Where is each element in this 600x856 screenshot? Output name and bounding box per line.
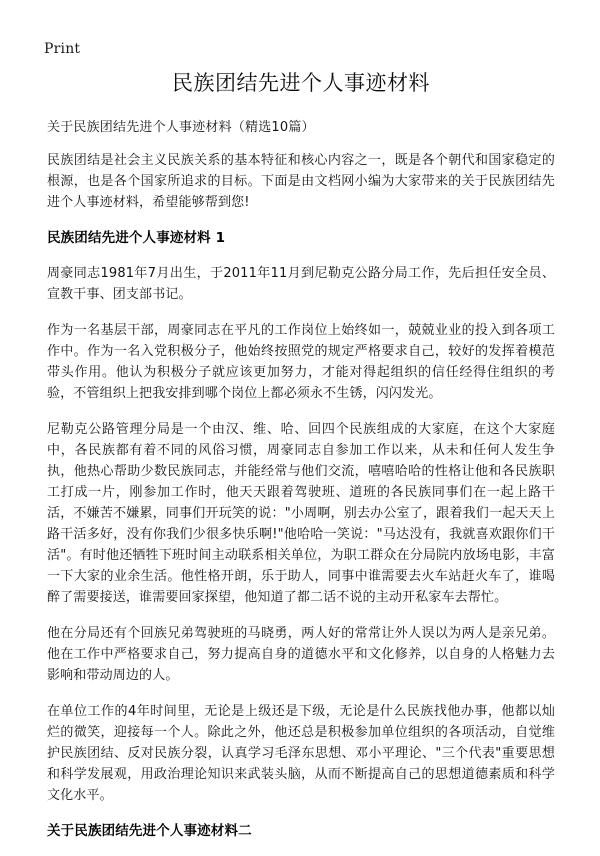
page-title: 民族团结先进个人事迹材料 — [172, 71, 430, 95]
print-link[interactable]: Print — [44, 41, 81, 57]
paragraph-bio: 周豪同志1981年7月出生，于2011年11月到尼勒克公路分局工作，先后担任安全员、宣教干事、团支部书记。 — [47, 266, 555, 302]
document-content — [47, 150, 555, 842]
section-heading-2: 关于民族团结先进个人事迹材料二 — [47, 823, 252, 839]
document-subtitle: 关于民族团结先进个人事迹材料（精选10篇） — [47, 120, 315, 135]
intro-paragraph: 民族团结是社会主义民族关系的基本特征和核心内容之一，既是各个朝代和国家稳定的根源，也是各个国家所追求的目标。下面是由文档网小编为大家带来的关于民族团结先进个人事迹材料，希望能够帮到您! — [47, 153, 555, 210]
paragraph-brotherhood: 他在分局还有个回族兄弟驾驶班的马晓勇，两人好的常常让外人误以为两人是亲兄弟。他在工作中严格要求自己，努力提高自身的道德水平和文化修养，以自身的人格魅力去影响和带动周边的人。 — [47, 626, 555, 683]
paragraph-ethnic-unity: 尼勒克公路管理分局是一个由汉、维、哈、回四个民族组成的大家庭，在这个大家庭中，各民族都有着不同的风俗习惯，周豪同志自参加工作以来，从未和任何人发生争执，他热心帮助少数民族同志，并能经常与他们交流，嘻嘻哈哈的性格让他和各民族职工打成一片，刚参加工作时，他天天跟着驾驶班、道班的各民族同事们在一起上路干活，不嫌苦不嫌累，同事们开玩笑的说："小周啊，别去办公室了，跟着我们一起天天上路干活多好，没有你我们少很多快乐啊!"他哈哈一笑说："马达没有，我就喜欢跟你们干活"。有时他还牺牲下班时间主动联系相关单位，为职工群众在分局院内放场电影，丰富一下大家的业余生活。他性格开朗，乐于助人，同事中谁需要去火车站赶火车了，谁喝醉了需要接送，谁需要回家探望，他知道了都二话不说的主动开私家车去帮忙。 — [47, 422, 555, 605]
paragraph-work-attitude: 作为一名基层干部，周豪同志在平凡的工作岗位上始终如一，兢兢业业的投入到各项工作中。作为一名入党积极分子，他始终按照党的规定严格要求自己，较好的发挥着模范带头作用。他认为积极分子就应该更加努力，才能对得起组织的信任经得住组织的考验，不管组织上把我安排到哪个岗位上都必须永不生锈，闪闪发光。 — [47, 323, 555, 401]
document-body — [47, 68, 555, 856]
section-heading-1: 民族团结先进个人事迹材料 1 — [47, 230, 226, 246]
paragraph-four-years: 在单位工作的4年时间里，无论是上级还是下级，无论是什么民族找他办事，他都以灿烂的微笑，迎接每一个人。除此之外，他还总是积极参加单位组织的各项活动，自觉维护民族团结、反对民族分裂，认真学习毛泽东思想、邓小平理论、"三个代表"重要思想和科学发展观，用政治理论知识来武装头脑，从而不断提高自己的思想道德素质和科学文化水平。 — [47, 704, 555, 803]
